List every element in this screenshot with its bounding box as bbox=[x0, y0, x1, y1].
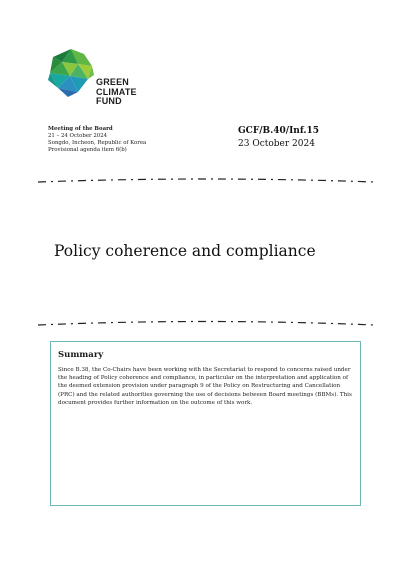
gcf-globe-icon bbox=[48, 48, 94, 98]
meeting-dates: 21 – 24 October 2024 bbox=[48, 133, 108, 139]
meeting-name: Meeting of the Board bbox=[48, 126, 113, 132]
gcf-logo bbox=[48, 48, 168, 118]
meeting-info bbox=[48, 126, 228, 154]
document-date: 23 October 2024 bbox=[238, 139, 315, 149]
bottom-divider bbox=[38, 318, 374, 328]
agenda-item: Provisional agenda item 6(b) bbox=[48, 147, 127, 153]
logo-line: FUND bbox=[96, 96, 122, 106]
logo-line: CLIMATE bbox=[96, 86, 137, 97]
meeting-location: Songdo, Incheon, Republic of Korea bbox=[48, 140, 147, 146]
document-code: GCF/B.40/Inf.15 bbox=[238, 126, 320, 136]
summary-text: Since B.38, the Co-Chairs have been working with the Secretariat to respond to concerns raised under the heading of Policy coherence and compliance, in particular on the interpretation and application of the deemed extension provision under paragraph 9 of the Policy on Restructuring and Cancellation (PRC) and the related authorities governing the use of decisions between Board meetings (BBMs). This document provides further information on the outcome of this work. bbox=[58, 367, 352, 406]
summary-heading: Summary bbox=[58, 350, 104, 360]
summary-box bbox=[50, 341, 361, 506]
top-divider bbox=[38, 176, 374, 186]
logo-wordmark bbox=[96, 78, 137, 107]
logo-line: GREEN bbox=[96, 77, 130, 87]
page-title: Policy coherence and compliance bbox=[54, 242, 316, 260]
document-info bbox=[238, 125, 378, 150]
